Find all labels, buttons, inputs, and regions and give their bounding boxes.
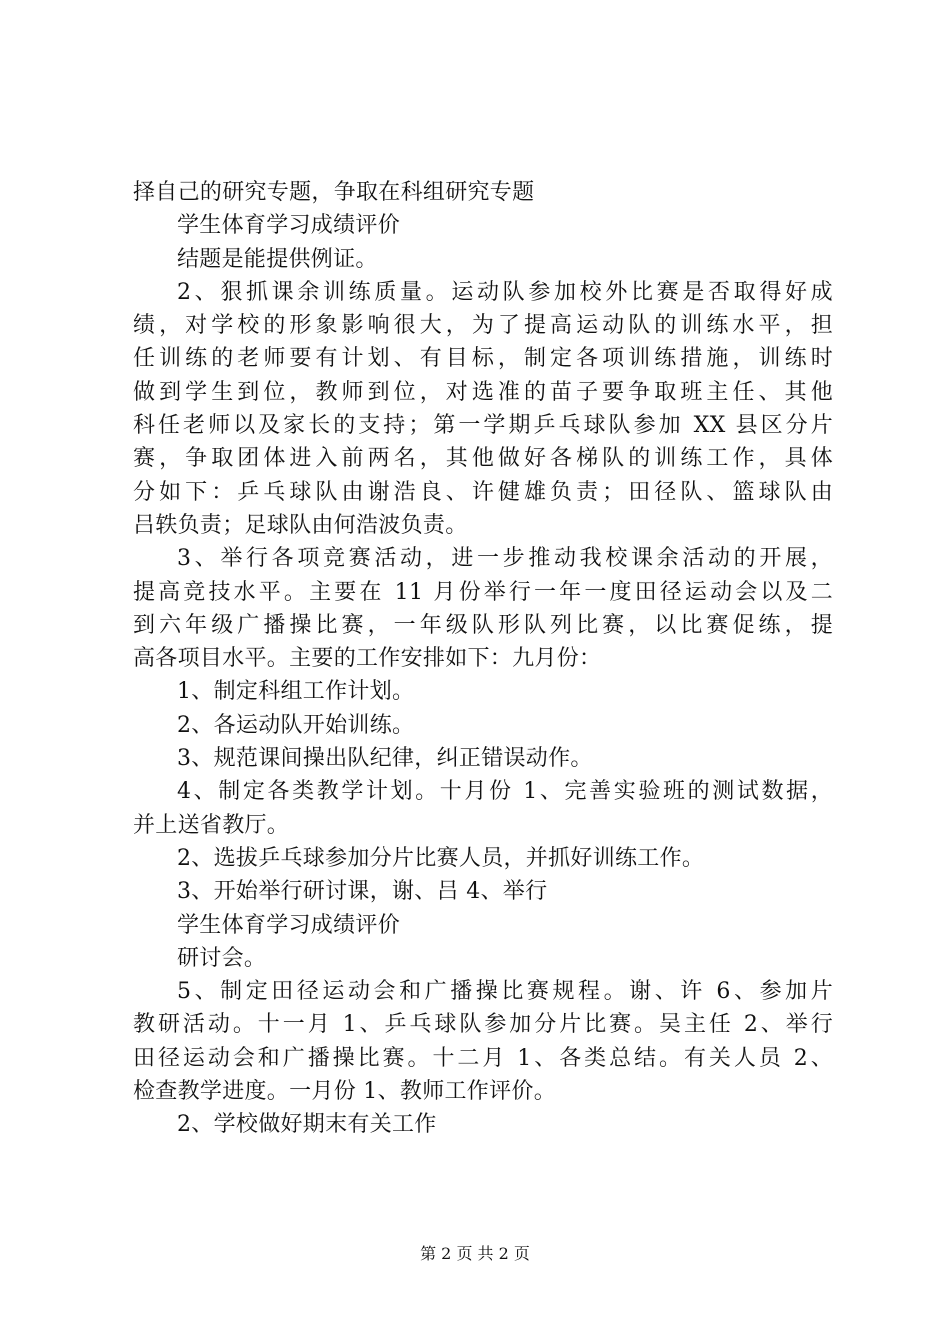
text-line: 2、狠抓课余训练质量。运动队参加校外比赛是否取得好成: [177, 279, 833, 305]
text-line: 做到学生到位，教师到位，对选准的苗子要争取班主任、其他: [133, 379, 833, 405]
text-line: 科任老师以及家长的支持；第一学期乒乓球队参加 XX 县区分片: [133, 413, 833, 439]
text-line: 检查教学进度。一月份 1、教师工作评价。: [133, 1079, 556, 1105]
text-line: 2、选拔乒乓球参加分片比赛人员，并抓好训练工作。: [177, 845, 705, 871]
text-line: 择自己的研究专题，争取在科组研究专题: [133, 180, 535, 205]
text-line: 赛，争取团体进入前两名，其他做好各梯队的训练工作，具体: [133, 446, 833, 472]
text-line: 任训练的老师要有计划、有目标，制定各项训练措施，训练时: [133, 346, 833, 372]
text-line: 高各项目水平。主要的工作安排如下：九月份：: [133, 646, 602, 672]
text-line: 提高竞技水平。主要在 11 月份举行一年一度田径运动会以及二: [133, 579, 833, 605]
text-line: 到六年级广播操比赛，一年级队形队列比赛，以比赛促练，提: [133, 612, 833, 638]
text-line: 分如下：乒乓球队由谢浩良、许健雄负责；田径队、篮球队由: [133, 479, 833, 505]
text-line: 2、各运动队开始训练。: [177, 712, 415, 738]
text-line: 4、制定各类教学计划。十月份 1、完善实验班的测试数据，: [177, 779, 833, 805]
text-line: 3、举行各项竞赛活动，进一步推动我校课余活动的开展，: [177, 546, 833, 572]
page-number: 第 2 页 共 2 页: [420, 1244, 530, 1263]
text-line: 绩，对学校的形象影响很大，为了提高运动队的训练水平，担: [133, 313, 833, 339]
document-body: [133, 176, 833, 1142]
text-line: 田径运动会和广播操比赛。十二月 1、各类总结。有关人员 2、: [133, 1045, 833, 1071]
text-line: 学生体育学习成绩评价: [177, 912, 401, 938]
text-line: 学生体育学习成绩评价: [177, 213, 401, 239]
text-line: 3、规范课间操出队纪律，纠正错误动作。: [177, 746, 593, 772]
text-line: 研讨会。: [177, 945, 267, 971]
text-line: 5、制定田径运动会和广播操比赛规程。谢、许 6、参加片: [177, 979, 833, 1005]
text-line: 结题是能提供例证。: [177, 246, 378, 272]
text-line: 1、制定科组工作计划。: [177, 679, 415, 705]
text-line: 2、学校做好期末有关工作: [177, 1112, 437, 1138]
text-line: 教研活动。十一月 1、乒乓球队参加分片比赛。吴主任 2、举行: [133, 1012, 833, 1038]
text-line: 吕轶负责；足球队由何浩波负责。: [133, 512, 468, 538]
text-line: 并上送省教厅。: [133, 812, 290, 838]
text-line: 3、开始举行研讨课，谢、吕 4、举行: [177, 879, 548, 905]
